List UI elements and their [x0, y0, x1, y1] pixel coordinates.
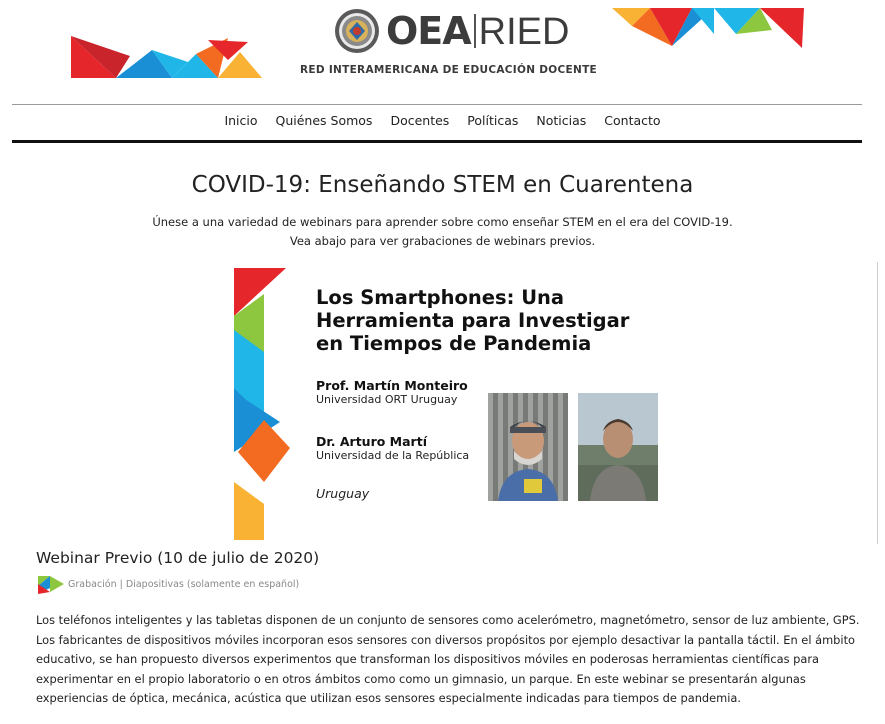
media-arrow-icon	[38, 574, 64, 594]
webinar-country: Uruguay	[316, 486, 370, 501]
webinar-title-line-3: en Tiempos de Pandemia	[316, 332, 592, 355]
previous-webinar-links	[38, 574, 299, 594]
nav-item-inicio[interactable]: Inicio	[224, 113, 258, 128]
oas-seal-icon	[334, 8, 380, 54]
nav-item-quienes-somos[interactable]: Quiénes Somos	[275, 113, 373, 128]
decorative-triangles-right	[610, 4, 806, 50]
logo-divider	[474, 14, 476, 48]
previous-webinar-description: Los teléfonos inteligentes y las tabletas disponen de un conjunto de sensores como acelerómetro, magnetómetro, sensor de luz ambiente, GPS. Los fabricantes de dispositivos móviles incorporan esos sensores con diversos propósitos por ejemplo desactivar la pantalla táctil. En el ámbito educativo, se han propuesto diversos experimentos que transforman los dispositivos móviles en poderosas herramientas científicas para experimentar en el propio laboratorio o en otros ámbitos como como un gimnasio, un parque. En este webinar se presentarán algunas experiencias de óptica, mecánica, acústica que utilizan esos sensores especialmente indicadas para tiempos de pandemia.	[36, 613, 860, 705]
speaker-photo-1	[488, 393, 568, 501]
page-subtitle	[0, 213, 885, 251]
banner-edge	[877, 262, 878, 544]
nav-item-noticias[interactable]: Noticias	[536, 113, 587, 128]
speaker-1	[316, 378, 468, 406]
speaker-name: Prof. Martín Monteiro	[316, 378, 468, 393]
recording-link[interactable]: Grabación	[68, 578, 117, 590]
links-separator: |	[116, 578, 126, 590]
speaker-affiliation: Universidad de la República	[316, 449, 470, 462]
speaker-affiliation: Universidad ORT Uruguay	[316, 393, 458, 406]
site-tagline: RED INTERAMERICANA DE EDUCACIÓN DOCENTE	[300, 64, 597, 76]
webinar-title	[316, 286, 656, 355]
logo-wordmark	[386, 10, 569, 53]
nav-item-politicas[interactable]: Políticas	[467, 113, 519, 128]
speaker-photo-2	[578, 393, 658, 501]
speaker-2	[316, 434, 469, 462]
logo-light-text: RIED	[478, 11, 570, 53]
main-nav	[0, 113, 885, 128]
slides-link[interactable]: Diapositivas (solamente en español)	[125, 578, 300, 590]
logo-bold-text: OEA	[386, 9, 471, 53]
nav-item-contacto[interactable]: Contacto	[604, 113, 661, 128]
subtitle-line-1: Únese a una variedad de webinars para aprender sobre como enseñar STEM en el era del COVID-19.	[152, 215, 733, 229]
oea-ried-logo[interactable]	[334, 6, 570, 56]
banner-triangle-column	[234, 268, 290, 542]
subtitle-line-2: Vea abajo para ver grabaciones de webinars previos.	[289, 234, 596, 248]
person-photo-icon	[578, 393, 658, 501]
page-title: COVID-19: Enseñando STEM en Cuarentena	[191, 172, 694, 198]
webinar-title-line-2: Herramienta para Investigar	[316, 309, 630, 332]
person-photo-icon	[488, 393, 568, 501]
header-divider-bottom	[12, 140, 862, 143]
webinar-title-line-1: Los Smartphones: Una	[316, 286, 565, 309]
previous-webinar-title: Webinar Previo (10 de julio de 2020)	[36, 549, 320, 567]
nav-item-docentes[interactable]: Docentes	[390, 113, 450, 128]
header-divider-top	[12, 104, 862, 105]
decorative-triangles-left	[68, 34, 264, 80]
speaker-name: Dr. Arturo Martí	[316, 434, 427, 449]
